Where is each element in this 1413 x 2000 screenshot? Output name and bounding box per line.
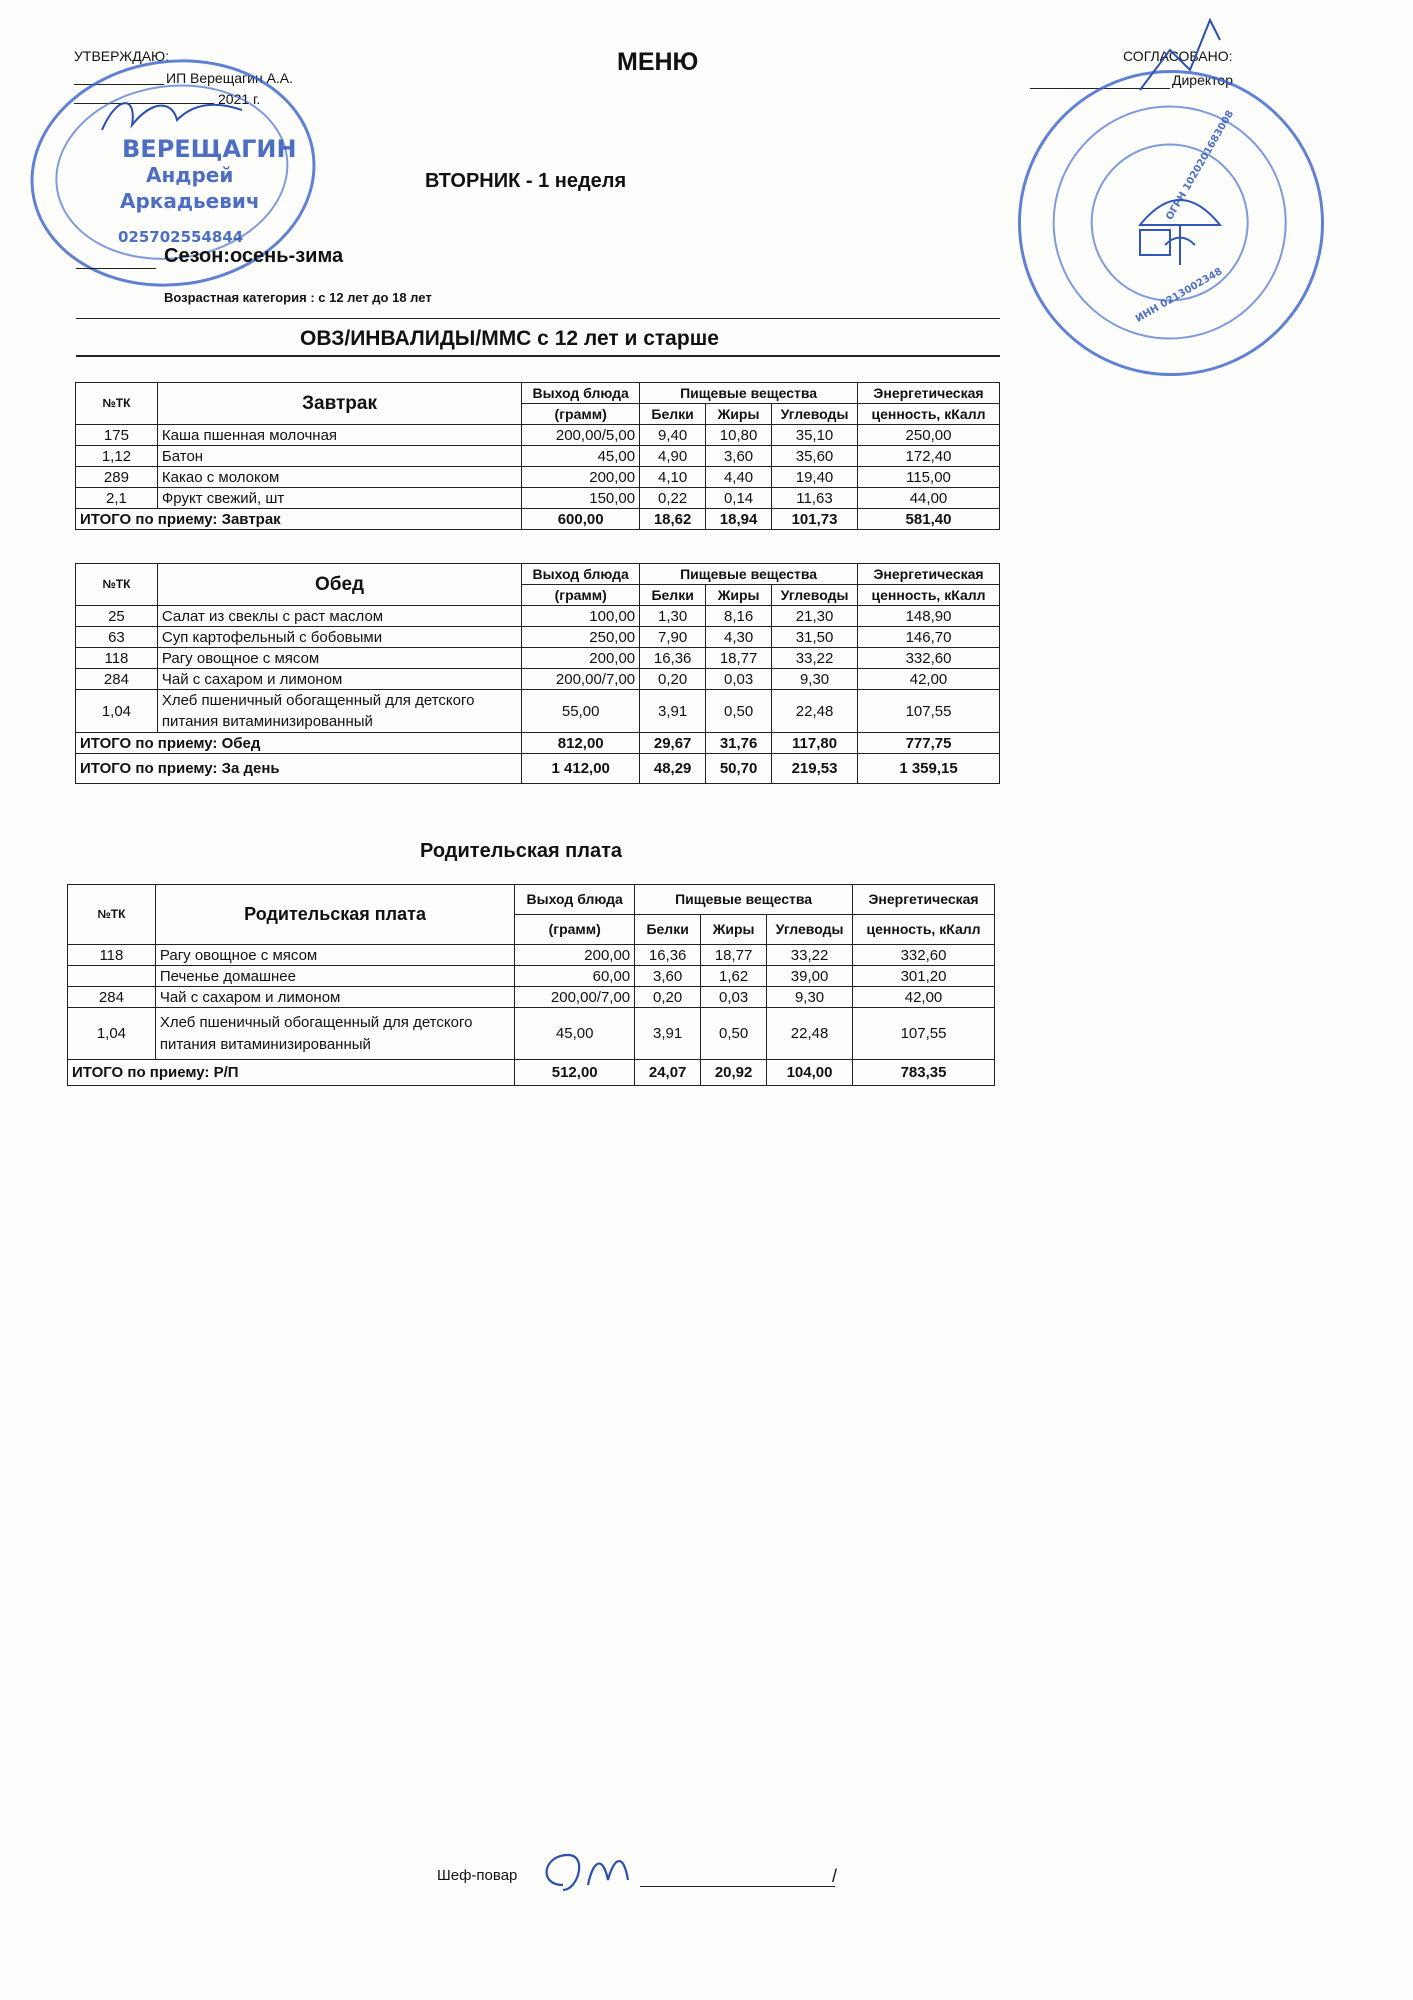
parent-section-title: Родительская плата	[420, 840, 623, 862]
col-energy-unit: ценность, кКалл	[858, 585, 1000, 606]
row-dish: Батон	[157, 446, 521, 467]
row-energy: 146,70	[858, 627, 1000, 648]
table-row	[76, 425, 1000, 446]
row-energy: 42,00	[858, 669, 1000, 690]
row-dish: Какао с молоком	[157, 467, 521, 488]
total-output: 512,00	[515, 1060, 635, 1086]
total-protein: 24,07	[635, 1060, 701, 1086]
table-row	[76, 467, 1000, 488]
group-line	[76, 355, 1000, 357]
row-output: 55,00	[522, 690, 640, 733]
table-row	[76, 446, 1000, 467]
table-row	[76, 648, 1000, 669]
row-output: 45,00	[515, 1008, 635, 1060]
row-carbs: 21,30	[772, 606, 858, 627]
stamp-name2: Андрей	[146, 163, 234, 187]
row-dish: Каша пшенная молочная	[157, 425, 521, 446]
row-num: 175	[76, 425, 158, 446]
stamp-name1: ВЕРЕЩАГИН	[122, 135, 297, 163]
total-label: ИТОГО по приему: Завтрак	[76, 509, 522, 530]
table-row	[68, 966, 995, 987]
row-fat: 1,62	[701, 966, 767, 987]
row-carbs: 31,50	[772, 627, 858, 648]
row-protein: 9,40	[640, 425, 706, 446]
col-fat: Жиры	[706, 585, 772, 606]
row-protein: 1,30	[640, 606, 706, 627]
day-total-protein: 48,29	[640, 754, 706, 784]
col-protein: Белки	[640, 585, 706, 606]
breakfast-total-row	[76, 509, 1000, 530]
lunch-total-row	[76, 733, 1000, 754]
total-fat: 20,92	[701, 1060, 767, 1086]
stamp-number: 025702554844	[118, 228, 244, 246]
bird-emblem-icon	[1125, 175, 1235, 275]
row-carbs: 22,48	[767, 1008, 853, 1060]
row-protein: 3,60	[635, 966, 701, 987]
col-fat: Жиры	[701, 915, 767, 945]
total-protein: 18,62	[640, 509, 706, 530]
chef-sign-slash: /	[832, 1866, 838, 1886]
row-carbs: 9,30	[772, 669, 858, 690]
row-energy: 115,00	[858, 467, 1000, 488]
table-row	[76, 488, 1000, 509]
row-dish: Хлеб пшеничный обогащенный для детского питания витаминизированный	[157, 690, 521, 733]
row-num: 1,12	[76, 446, 158, 467]
row-fat: 18,77	[706, 648, 772, 669]
row-num: 25	[76, 606, 158, 627]
row-carbs: 33,22	[767, 945, 853, 966]
total-carbs: 101,73	[772, 509, 858, 530]
season-line	[76, 268, 156, 269]
row-protein: 0,20	[635, 987, 701, 1008]
total-carbs: 117,80	[772, 733, 858, 754]
row-output: 200,00	[522, 648, 640, 669]
agreed-label: СОГЛАСОВАНО:	[1123, 48, 1233, 64]
table-row	[76, 669, 1000, 690]
row-output: 100,00	[522, 606, 640, 627]
col-output-unit: (грамм)	[522, 404, 640, 425]
table-row	[76, 690, 1000, 733]
total-energy: 777,75	[858, 733, 1000, 754]
approve-year: 2021 г.	[218, 91, 261, 107]
row-fat: 8,16	[706, 606, 772, 627]
table-row	[68, 945, 995, 966]
stamp-ogrn: ОГРН 1020201683008	[1164, 108, 1237, 223]
row-energy: 148,90	[858, 606, 1000, 627]
chef-label: Шеф-повар	[437, 1867, 518, 1884]
row-energy: 301,20	[853, 966, 995, 987]
col-nutrients: Пищевые вещества	[635, 885, 853, 915]
stamp-inn: ИНН 0213002348	[1133, 266, 1225, 325]
row-output: 200,00/7,00	[522, 669, 640, 690]
row-output: 200,00/7,00	[515, 987, 635, 1008]
row-output: 200,00	[522, 467, 640, 488]
row-num: 2,1	[76, 488, 158, 509]
total-label: ИТОГО по приему: Обед	[76, 733, 522, 754]
chef-signature	[533, 1840, 643, 1910]
total-carbs: 104,00	[767, 1060, 853, 1086]
total-protein: 29,67	[640, 733, 706, 754]
col-output: Выход блюда	[522, 383, 640, 404]
breakfast-title: Завтрак	[157, 383, 521, 425]
row-fat: 18,77	[701, 945, 767, 966]
row-fat: 0,03	[701, 987, 767, 1008]
approve-label: УТВЕРЖДАЮ:	[74, 48, 170, 64]
col-carbs: Углеводы	[767, 915, 853, 945]
col-carbs: Углеводы	[772, 404, 858, 425]
col-protein: Белки	[635, 915, 701, 945]
row-carbs: 35,60	[772, 446, 858, 467]
stamp-name3: Аркадьевич	[120, 189, 260, 213]
col-nutrients: Пищевые вещества	[640, 383, 858, 404]
row-fat: 4,40	[706, 467, 772, 488]
table-row	[68, 987, 995, 1008]
total-energy: 581,40	[858, 509, 1000, 530]
season: Сезон:осень-зима	[164, 245, 344, 267]
row-fat: 0,50	[701, 1008, 767, 1060]
row-output: 250,00	[522, 627, 640, 648]
parent-total-row	[68, 1060, 995, 1086]
total-fat: 31,76	[706, 733, 772, 754]
day-total-carbs: 219,53	[772, 754, 858, 784]
row-num: 118	[76, 648, 158, 669]
row-energy: 107,55	[853, 1008, 995, 1060]
row-num: 1,04	[68, 1008, 156, 1060]
row-num: 289	[76, 467, 158, 488]
document-title: МЕНЮ	[617, 48, 699, 76]
chef-sign-line	[640, 1886, 835, 1887]
col-energy-unit: ценность, кКалл	[858, 404, 1000, 425]
day-title: ВТОРНИК - 1 неделя	[425, 170, 627, 192]
table-row	[76, 627, 1000, 648]
row-protein: 4,90	[640, 446, 706, 467]
row-dish: Рагу овощное с мясом	[157, 648, 521, 669]
director-signature	[1120, 10, 1240, 100]
age-category: Возрастная категория : с 12 лет до 18 лет	[164, 290, 432, 305]
total-energy: 783,35	[853, 1060, 995, 1086]
row-dish: Чай с сахаром и лимоном	[155, 987, 514, 1008]
row-fat: 4,30	[706, 627, 772, 648]
row-num: 1,04	[76, 690, 158, 733]
col-energy: Энергетическая	[853, 885, 995, 915]
row-protein: 0,22	[640, 488, 706, 509]
parent-table-title: Родительская плата	[155, 885, 514, 945]
col-carbs: Углеводы	[772, 585, 858, 606]
row-carbs: 11,63	[772, 488, 858, 509]
col-output-unit: (грамм)	[522, 585, 640, 606]
table-row	[76, 606, 1000, 627]
row-output: 200,00	[515, 945, 635, 966]
row-dish: Чай с сахаром и лимоном	[157, 669, 521, 690]
row-energy: 107,55	[858, 690, 1000, 733]
row-carbs: 35,10	[772, 425, 858, 446]
row-num: 118	[68, 945, 156, 966]
row-carbs: 33,22	[772, 648, 858, 669]
row-num: 63	[76, 627, 158, 648]
approver-name: ИП Верещагин А.А.	[166, 70, 294, 86]
col-num: №ТК	[68, 885, 156, 945]
row-carbs: 39,00	[767, 966, 853, 987]
col-energy: Энергетическая	[858, 383, 1000, 404]
row-dish: Салат из свеклы с раст маслом	[157, 606, 521, 627]
row-dish: Рагу овощное с мясом	[155, 945, 514, 966]
row-num	[68, 966, 156, 987]
total-label: ИТОГО по приему: Р/П	[68, 1060, 515, 1086]
row-carbs: 19,40	[772, 467, 858, 488]
parent-payment-table	[67, 884, 995, 1086]
row-protein: 3,91	[635, 1008, 701, 1060]
total-fat: 18,94	[706, 509, 772, 530]
row-dish: Хлеб пшеничный обогащенный для детского питания витаминизированный	[155, 1008, 514, 1060]
row-protein: 16,36	[635, 945, 701, 966]
row-dish: Суп картофельный с бобовыми	[157, 627, 521, 648]
row-dish: Фрукт свежий, шт	[157, 488, 521, 509]
col-energy-unit: ценность, кКалл	[853, 915, 995, 945]
row-protein: 7,90	[640, 627, 706, 648]
row-energy: 42,00	[853, 987, 995, 1008]
row-energy: 332,60	[853, 945, 995, 966]
group-title: ОВЗ/ИНВАЛИДЫ/ММС с 12 лет и старше	[300, 327, 719, 350]
row-dish: Печенье домашнее	[155, 966, 514, 987]
day-total-energy: 1 359,15	[858, 754, 1000, 784]
row-protein: 0,20	[640, 669, 706, 690]
total-output: 812,00	[522, 733, 640, 754]
col-protein: Белки	[640, 404, 706, 425]
age-line	[76, 318, 1000, 319]
table-row	[68, 1008, 995, 1060]
row-fat: 10,80	[706, 425, 772, 446]
agreed-role: Директор	[1172, 72, 1233, 88]
col-num: №ТК	[76, 564, 158, 606]
row-fat: 3,60	[706, 446, 772, 467]
row-output: 60,00	[515, 966, 635, 987]
row-protein: 3,91	[640, 690, 706, 733]
col-fat: Жиры	[706, 404, 772, 425]
col-output: Выход блюда	[522, 564, 640, 585]
row-num: 284	[68, 987, 156, 1008]
day-total-label: ИТОГО по приему: За день	[76, 754, 522, 784]
row-carbs: 22,48	[772, 690, 858, 733]
col-output: Выход блюда	[515, 885, 635, 915]
row-num: 284	[76, 669, 158, 690]
row-protein: 4,10	[640, 467, 706, 488]
total-output: 600,00	[522, 509, 640, 530]
row-fat: 0,14	[706, 488, 772, 509]
col-nutrients: Пищевые вещества	[640, 564, 858, 585]
row-output: 45,00	[522, 446, 640, 467]
row-fat: 0,03	[706, 669, 772, 690]
row-protein: 16,36	[640, 648, 706, 669]
row-output: 200,00/5,00	[522, 425, 640, 446]
day-total-row	[76, 754, 1000, 784]
row-output: 150,00	[522, 488, 640, 509]
col-output-unit: (грамм)	[515, 915, 635, 945]
row-carbs: 9,30	[767, 987, 853, 1008]
breakfast-table	[75, 382, 1000, 530]
approver-signature	[92, 90, 252, 150]
lunch-table	[75, 563, 1000, 784]
row-energy: 332,60	[858, 648, 1000, 669]
day-total-output: 1 412,00	[522, 754, 640, 784]
lunch-title: Обед	[157, 564, 521, 606]
col-energy: Энергетическая	[858, 564, 1000, 585]
day-total-fat: 50,70	[706, 754, 772, 784]
col-num: №ТК	[76, 383, 158, 425]
row-fat: 0,50	[706, 690, 772, 733]
row-energy: 172,40	[858, 446, 1000, 467]
row-energy: 250,00	[858, 425, 1000, 446]
row-energy: 44,00	[858, 488, 1000, 509]
